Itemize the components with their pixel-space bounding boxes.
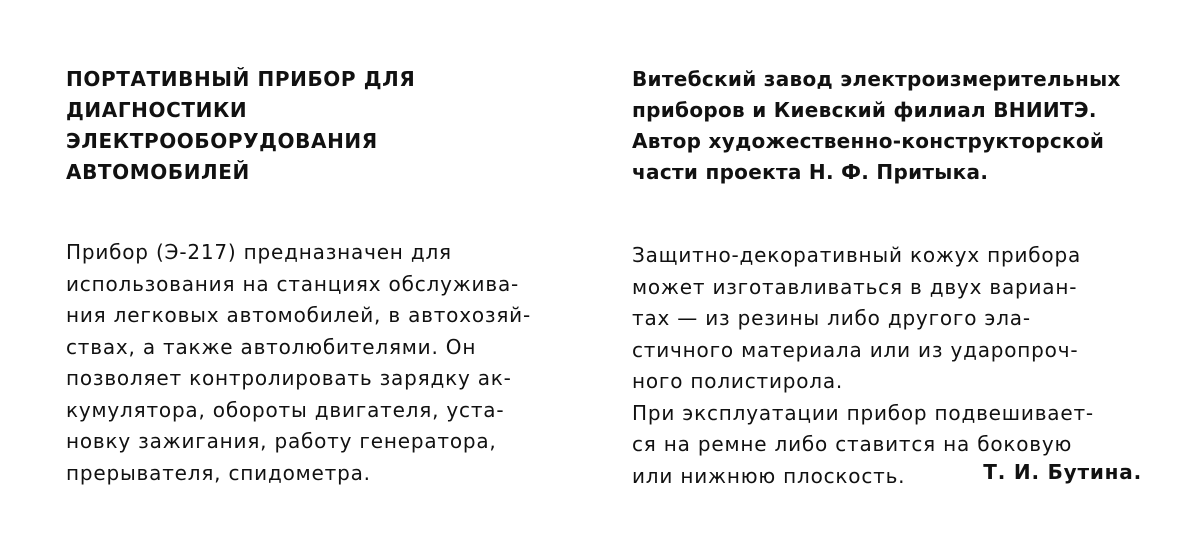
author-signature: Т. И. Бутина. bbox=[983, 460, 1142, 484]
right-column bbox=[632, 64, 1162, 188]
casing-paragraph bbox=[632, 240, 1152, 492]
paragraph-line: использования на станциях обслужива- bbox=[66, 271, 520, 296]
paragraph-line: может изготавливаться в двух вариан- bbox=[632, 274, 1078, 299]
paragraph-line: позволяет контролировать зарядку ак- bbox=[66, 366, 512, 390]
paragraph-line: Защитно-декоративный кожух прибора bbox=[632, 243, 1082, 267]
paragraph-line: Прибор (Э-217) предназначен для bbox=[66, 240, 452, 264]
paragraph-line: ного полистирола. bbox=[632, 369, 844, 393]
credits-line: части проекта Н. Ф. Притыка. bbox=[632, 160, 989, 184]
paragraph-line: ствах, а также автолюбителями. Он bbox=[66, 334, 477, 359]
title-line: ЭЛЕКТРООБОРУДОВАНИЯ bbox=[66, 129, 378, 153]
paragraph-line: стичного материала или из ударопроч- bbox=[632, 337, 1079, 362]
title-line: ДИАГНОСТИКИ bbox=[66, 98, 248, 122]
left-column bbox=[66, 64, 586, 188]
paragraph-line: При эксплуатации прибор подвешивает- bbox=[632, 400, 1094, 425]
paragraph-line: ния легковых автомобилей, в автохозяй- bbox=[66, 303, 531, 327]
paragraph-line: кумулятора, обороты двигателя, уста- bbox=[66, 397, 505, 422]
description-paragraph bbox=[66, 237, 576, 489]
credits-header bbox=[632, 64, 1162, 188]
credits-line: приборов и Киевский филиал ВНИИТЭ. bbox=[632, 98, 1097, 122]
paragraph-line: или нижнюю плоскость. bbox=[632, 463, 906, 488]
article-title bbox=[66, 64, 586, 188]
paragraph-line: тах — из резины либо другого эла- bbox=[632, 306, 1031, 330]
paragraph-line: ся на ремне либо ставится на боковую bbox=[632, 432, 1073, 456]
credits-line: Витебский завод электроизмерительных bbox=[632, 67, 1121, 91]
title-line: АВТОМОБИЛЕЙ bbox=[66, 160, 250, 184]
credits-line: Автор художественно-конструкторской bbox=[632, 129, 1105, 153]
paragraph-line: новку зажигания, работу генератора, bbox=[66, 429, 497, 453]
paragraph-line: прерывателя, спидометра. bbox=[66, 460, 371, 485]
title-line: ПОРТАТИВНЫЙ ПРИБОР ДЛЯ bbox=[66, 67, 416, 91]
